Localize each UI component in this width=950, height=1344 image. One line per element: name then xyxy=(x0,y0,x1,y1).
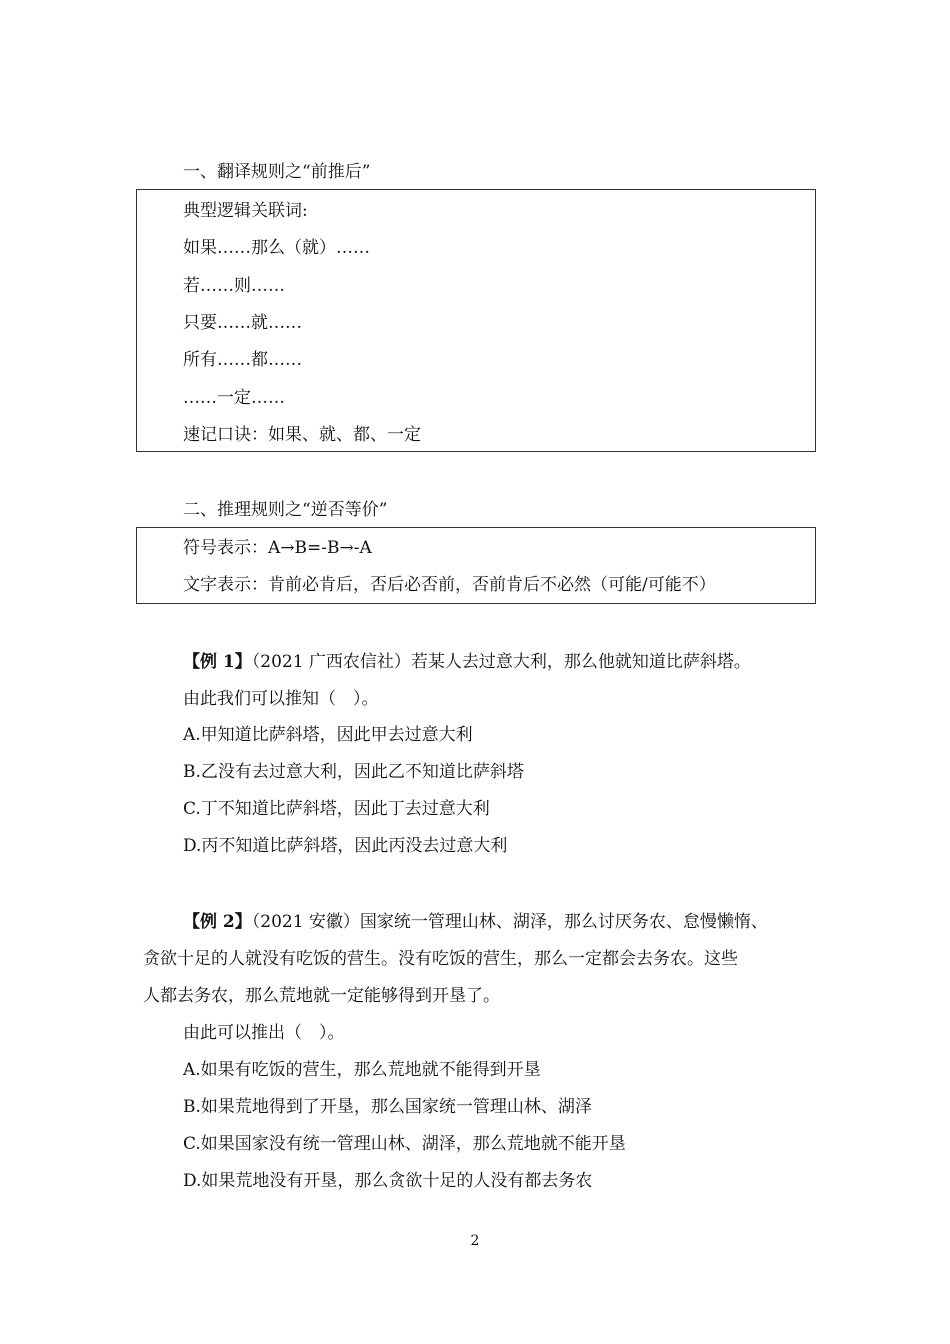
example1-option-a: A.甲知道比萨斜塔，因此甲去过意大利 xyxy=(183,725,473,745)
example2-question: 由此可以推出（ ）。 xyxy=(183,1023,345,1043)
example2-stem-text: （2021 安徽）国家统一管理山林、湖泽，那么讨厌务农、怠慢懒惰、 xyxy=(251,912,768,932)
section1-box-line: 典型逻辑关联词: xyxy=(183,201,308,221)
example1-option-d: D.丙不知道比萨斜塔，因此丙没去过意大利 xyxy=(183,836,508,856)
example1-option-b: B.乙没有去过意大利，因此乙不知道比萨斜塔 xyxy=(183,762,524,782)
section1-box-line: 若……则…… xyxy=(183,276,285,296)
example2-label: 【例 2】 xyxy=(183,912,252,932)
section1-heading: 一、翻译规则之“前推后” xyxy=(183,162,371,182)
section1-box-line: ……一定…… xyxy=(183,388,285,408)
section1-box-line: 只要……就…… xyxy=(183,313,302,333)
page-number: 2 xyxy=(470,1233,480,1249)
example2-stem-line3: 人都去务农，那么荒地就一定能够得到开垦了。 xyxy=(143,986,500,1006)
section2-box xyxy=(136,527,816,604)
section2-box-line: 符号表示：A→B=-B→-A xyxy=(183,538,372,558)
example2-stem-line2: 贪欲十足的人就没有吃饭的营生。没有吃饭的营生，那么一定都会去务农。这些 xyxy=(143,949,738,969)
example1-option-c: C.丁不知道比萨斜塔，因此丁去过意大利 xyxy=(183,799,490,819)
example1-stem xyxy=(183,651,751,673)
example2-option-b: B.如果荒地得到了开垦，那么国家统一管理山林、湖泽 xyxy=(183,1097,592,1117)
example2-stem xyxy=(183,911,768,933)
section1-box-line: 如果……那么（就）…… xyxy=(183,238,370,258)
example1-label: 【例 1】 xyxy=(183,652,252,672)
example2-option-d: D.如果荒地没有开垦，那么贪欲十足的人没有都去务农 xyxy=(183,1171,593,1191)
section1-box xyxy=(136,189,816,452)
section2-box-line: 文字表示：肯前必肯后，否后必否前，否前肯后不必然（可能/可能不） xyxy=(183,575,716,595)
section1-box-line: 速记口诀：如果、就、都、一定 xyxy=(183,425,421,445)
example1-stem-text: （2021 广西农信社）若某人去过意大利，那么他就知道比萨斜塔。 xyxy=(251,652,751,672)
example1-question: 由此我们可以推知（ ）。 xyxy=(183,689,379,709)
example2-option-a: A.如果有吃饭的营生，那么荒地就不能得到开垦 xyxy=(183,1060,541,1080)
section1-box-line: 所有……都…… xyxy=(183,350,302,370)
section2-heading: 二、推理规则之“逆否等价” xyxy=(183,500,388,520)
example2-option-c: C.如果国家没有统一管理山林、湖泽，那么荒地就不能开垦 xyxy=(183,1134,626,1154)
